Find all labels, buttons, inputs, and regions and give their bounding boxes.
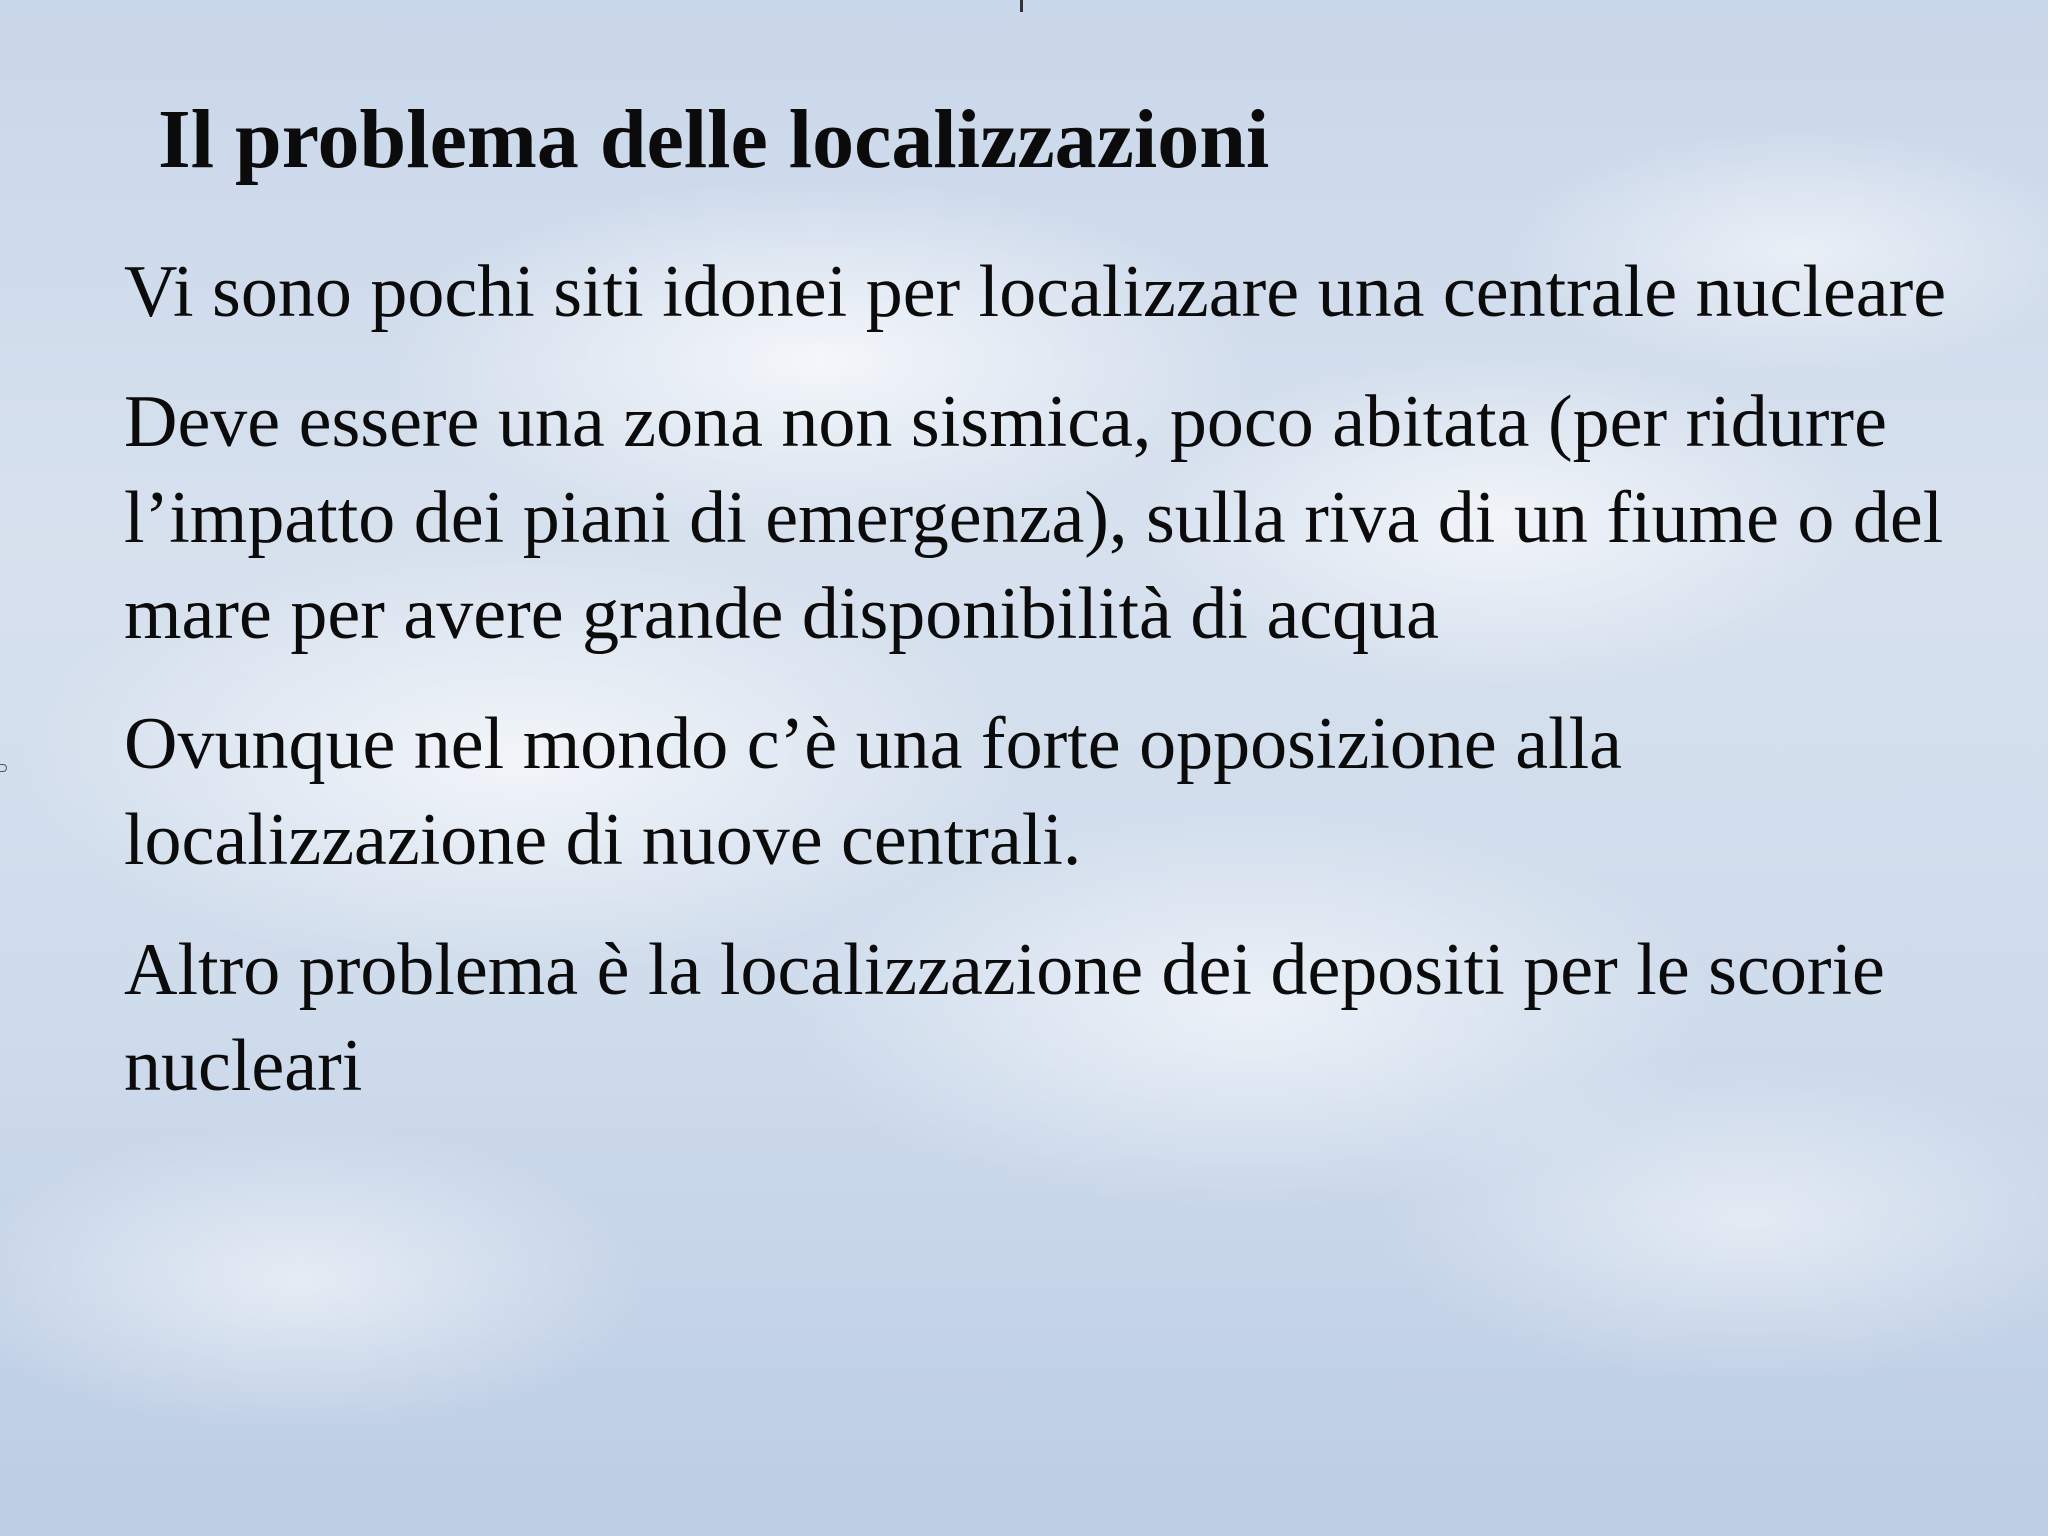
top-edge-mark xyxy=(1020,0,1023,12)
paragraph-sites: Vi sono pochi siti idonei per localizzare una centrale nucleare xyxy=(124,251,1947,333)
paragraph-waste: Altro problema è la localizzazione dei depositi per le scorie nucleari xyxy=(124,929,1885,1107)
slide-title: Il problema delle localizzazioni xyxy=(158,93,1270,186)
paragraph-opposition: Ovunque nel mondo c’è una forte opposizione alla localizzazione di nuove centrali. xyxy=(124,703,1623,881)
paragraph-requirements: Deve essere una zona non sismica, poco abitata (per ridurre l’impatto dei piani di emergenza), sulla riva di un fiume o del mare per avere grande disponibilità di acqua xyxy=(124,381,1944,655)
left-edge-mark xyxy=(0,764,7,772)
slide-body xyxy=(124,244,2004,1148)
